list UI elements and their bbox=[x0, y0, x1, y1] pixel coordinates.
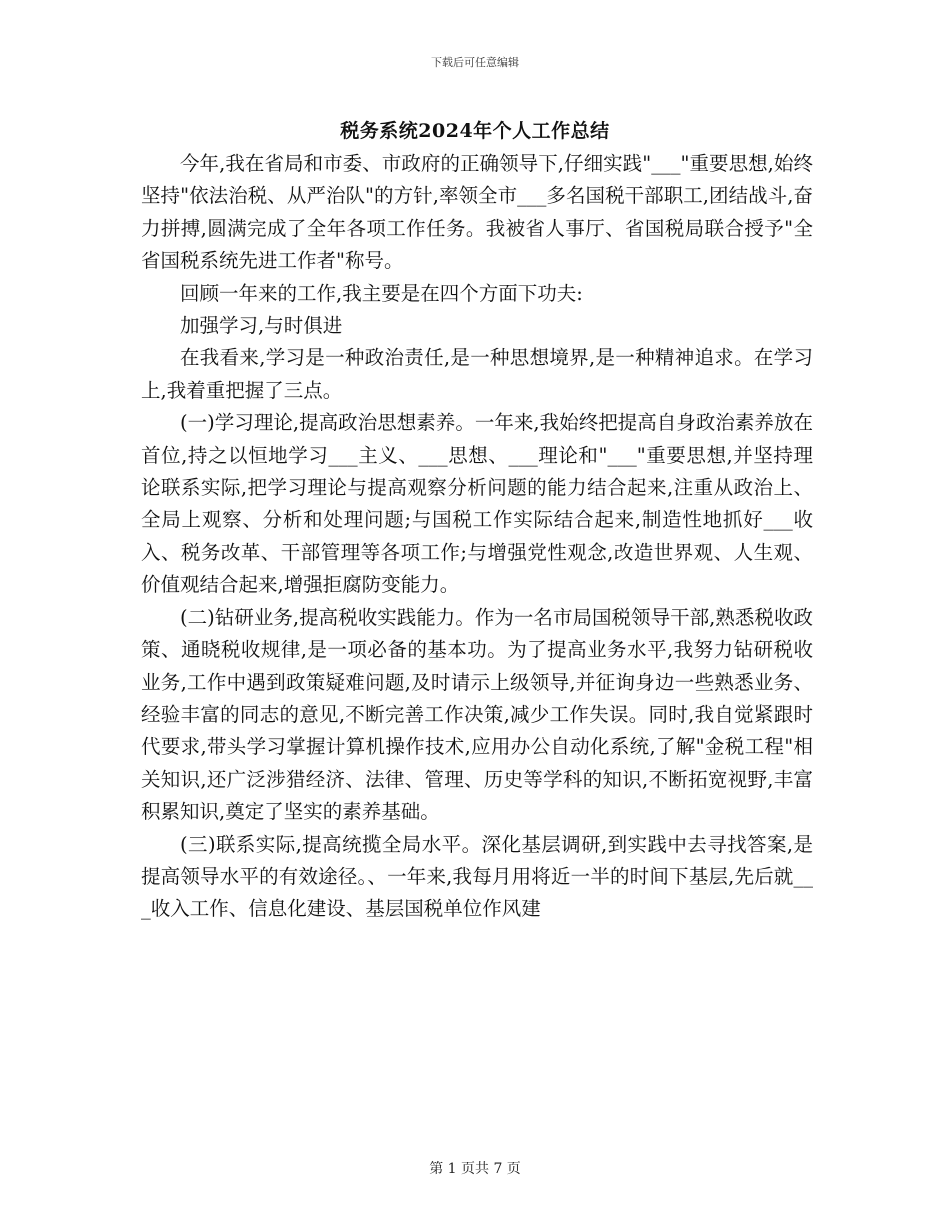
page-header-note: 下载后可任意编辑 bbox=[431, 56, 519, 69]
page-number: 第 1 页共 7 页 bbox=[429, 1161, 521, 1177]
paragraph-review: 回顾一年来的工作,我主要是在四个方面下功夫: bbox=[180, 281, 583, 305]
document-body bbox=[141, 148, 813, 926]
paragraph-business: (二)钻研业务,提高税收实践能力。作为一名市局国税领导干部,熟悉税收政策、通晓税收规律,是一项必备的基本功。为了提高业务水平,我努力钻研税收业务,工作中遇到政策疑难问题,及时请示上级领导,并征询身边一些熟悉业务、经验丰富的同志的意见,不断完善工作决策,减少工作失误。同时,我自觉紧跟时代要求,带头学习掌握计算机操作技术,应用办公自动化系统,了解"金税工程"相关知识,还广泛涉猎经济、法律、管理、历史等学科的知识,不断拓宽视野,丰富积累知识,奠定了坚实的素养基础。 bbox=[141, 605, 813, 824]
document-title: 税务系统2024年个人工作总结 bbox=[340, 120, 610, 142]
paragraph-learning: 在我看来,学习是一种政治责任,是一种思想境界,是一种精神追求。在学习上,我着重把握了三点。 bbox=[141, 346, 813, 402]
paragraph-intro: 今年,我在省局和市委、市政府的正确领导下,仔细实践"___"重要思想,始终坚持"依法治税、从严治队"的方针,率领全市___多名国税干部职工,团结战斗,奋力拼搏,圆满完成了全年各项工作任务。我被省人事厅、省国税局联合授予"全省国税系统先进工作者"称号。 bbox=[141, 152, 813, 273]
paragraph-practice: (三)联系实际,提高统揽全局水平。深化基层调研,到实践中去寻找答案,是提高领导水平的有效途径。、一年来,我每月用将近一半的时间下基层,先后就___收入工作、信息化建设、基层国税单位作风建 bbox=[141, 832, 813, 921]
section-heading: 加强学习,与时俱进 bbox=[180, 314, 343, 338]
paragraph-theory: (一)学习理论,提高政治思想素养。一年来,我始终把提高自身政治素养放在首位,持之以恒地学习___主义、___思想、___理论和"___"重要思想,并坚持理论联系实际,把学习理论与提高观察分析问题的能力结合起来,注重从政治上、全局上观察、分析和处理问题;与国税工作实际结合起来,制造性地抓好___收入、税务改革、干部管理等各项工作;与增强党性观念,改造世界观、人生观、价值观结合起来,增强拒腐防变能力。 bbox=[141, 411, 813, 597]
